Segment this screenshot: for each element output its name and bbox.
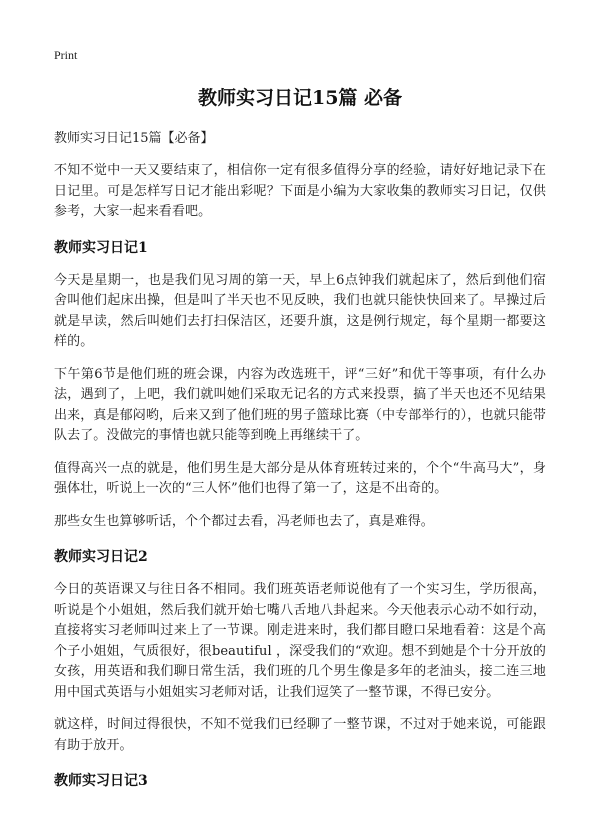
section-heading-1: 教师实习日记1 <box>54 239 148 256</box>
page-title: 教师实习日记15篇 必备 <box>197 87 403 109</box>
intro-paragraph: 不知不觉中一天又要结束了，相信你一定有很多值得分享的经验，请好好地记录下在日记里。可是怎样写日记才能出彩呢？下面是小编为大家收集的教师实习日记，仅供参考，大家一起来看看吧。 <box>54 163 546 219</box>
section-1-paragraph-3: 值得高兴一点的就是，他们男生是大部分是从体育班转过来的，个个“牛高马大”，身强体壮，听说上一次的“三人怀”他们也得了第一了，这是不出奇的。 <box>54 460 546 496</box>
document-subtitle: 教师实习日记15篇【必备】 <box>54 131 214 146</box>
section-heading-3: 教师实习日记3 <box>54 773 148 789</box>
document-content <box>54 44 546 792</box>
section-2-paragraph-1: 今日的英语课又与往日各不相同。我们班英语老师说他有了一个实习生，学历很高，听说是个小姐姐，然后我们就开始七嘴八舌地八卦起来。今天他表示心动不如行动，直接将实习老师叫过来上了一节课。刚走进来时，我们都目瞪口呆地看着：这是个高个子小姐姐，气质很好，很beautiful ，深受我们的“欢迎。想不到她是个十分开放的女孩，用英语和我们聊日常生活，我们班的几个男生像是多年的老油头，接二连三地用中国式英语与小姐姐实习老师对话，让我们逗笑了一整节课，不得已安分。 <box>54 582 546 700</box>
section-1-paragraph-2: 下午第6节是他们班的班会课，内容为改选班干，评“三好”和优干等事项，有什么办法，遇到了，上吧，我们就叫她们采取无记名的方式来投票，搞了半天也还不见结果出来，真是郁闷哟，后来又到了他们班的男子篮球比赛（中专部举行的），也就只能带队去了。没做完的事情也就只能等到晚上再继续干了。 <box>54 366 546 443</box>
section-2-paragraph-2: 就这样，时间过得很快，不知不觉我们已经聊了一整节课，不过对于她来说，可能跟有助于放开。 <box>54 717 546 753</box>
print-link[interactable]: Print <box>54 48 78 62</box>
section-heading-2: 教师实习日记2 <box>54 549 148 565</box>
section-1-paragraph-4: 那些女生也算够听话，个个都过去看，冯老师也去了，真是难得。 <box>54 513 434 529</box>
section-1-paragraph-1: 今天是星期一，也是我们见习周的第一天，早上6点钟我们就起床了，然后到他们宿舍叫他们起床出操，但是叫了半天也不见反映，我们也就只能快快回来了。早操过后就是早读，然后叫她们去打扫保洁区，还要升旗，这是例行规定，每个星期一都要这样的。 <box>54 272 546 349</box>
